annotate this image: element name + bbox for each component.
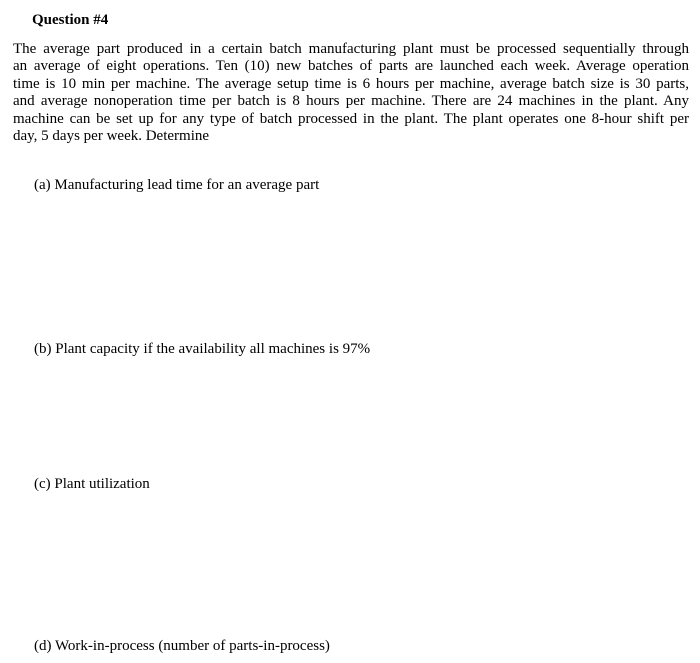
paragraph-line: and average nonoperation time per batch is 8 hours per machine. There are 24 machines in the plant. Any [13,93,689,110]
question-heading: Question #4 [32,12,109,28]
paragraph-line: The average part produced in a certain batch manufacturing plant must be processed sequentially through [13,41,689,57]
part-d-prompt: (d) Work-in-process (number of parts-in-process) [34,638,330,654]
paragraph-line: machine can be set up for any type of batch processed in the plant. The plant operates one 8-hour shift per [13,110,689,127]
paragraph-line: time is 10 min per machine. The average setup time is 6 hours per machine, average batch size is 30 parts, [13,75,689,92]
part-c-prompt: (c) Plant utilization [34,476,150,492]
question-paragraph [13,41,689,145]
paragraph-line: day, 5 days per week. Determine [13,128,210,145]
paragraph-line: an average of eight operations. Ten (10) new batches of parts are launched each week. Average operation [13,58,689,75]
part-a-prompt: (a) Manufacturing lead time for an average part [34,177,320,193]
part-b-prompt: (b) Plant capacity if the availability all machines is 97% [34,341,371,357]
